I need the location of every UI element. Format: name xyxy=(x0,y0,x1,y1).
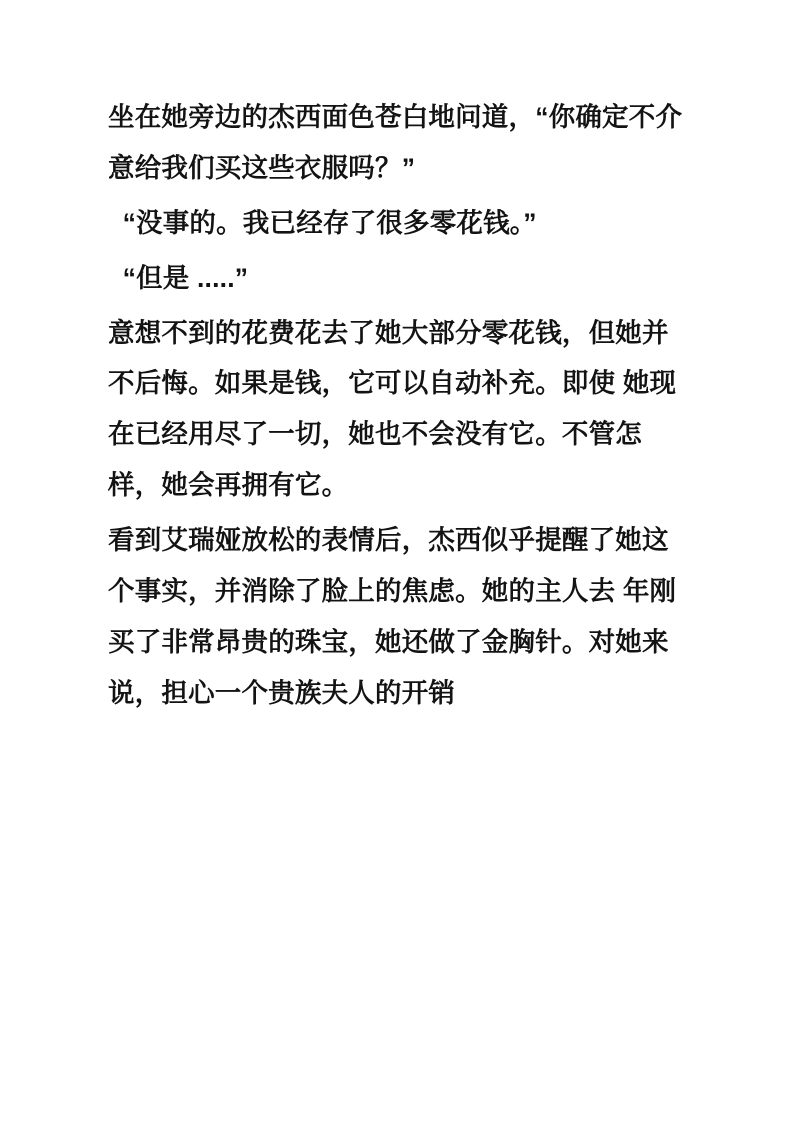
paragraph-3: “但是 .....” xyxy=(122,262,249,293)
paragraph-1: 坐在她旁边的杰西面色苍白地问道，“你确定不介意给我们买这些衣服吗？” xyxy=(108,102,683,183)
paragraph-2: “没事的。我已经存了很多零花钱。” xyxy=(122,207,537,238)
document-text-body xyxy=(108,92,685,719)
paragraph-4: 意想不到的花费花去了她大部分零花钱，但她并不后悔。如果是钱，它可以自动补充。即使 她现在已经用尽了一切，她也不会没有它。不管怎样，她会再拥有它。 xyxy=(108,317,677,501)
paragraph-5: 看到艾瑞娅放松的表情后，杰西似乎提醒了她这个事实，并消除了脸上的焦虑。她的主人去 年刚买了非常昂贵的珠宝，她还做了金胸针。对她来说，担心一个贵族夫人的开销 xyxy=(108,525,677,708)
